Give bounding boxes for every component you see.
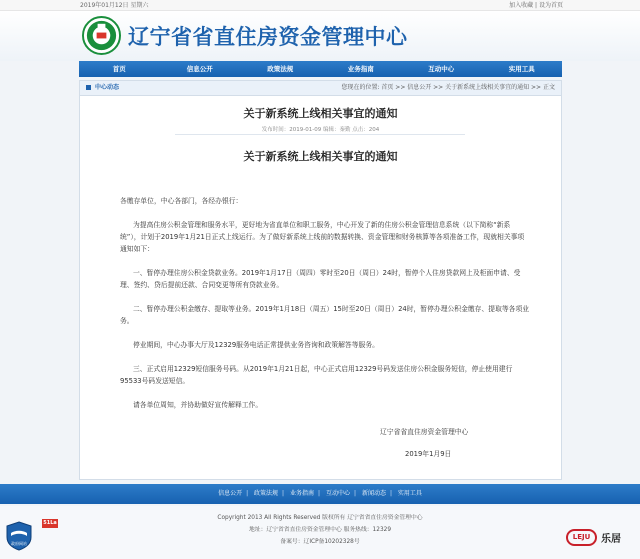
footer-nav: 信息公开 | 政策法规 | 业务指南 | 互动中心 | 新闻动态 | 实用工具 — [0, 484, 640, 504]
gov-site-badge-icon[interactable] — [6, 521, 32, 551]
greeting: 各缴存单位，中心各部门，各经办银行： — [120, 197, 243, 205]
leju-logo[interactable] — [566, 528, 626, 548]
site-footer — [0, 506, 640, 559]
meta-divider — [175, 134, 465, 135]
paragraph-4: 停业期间，中心办事大厅及12329服务电话正常提供业务咨询和政策解答等服务。 — [133, 341, 379, 349]
footer-nav-news[interactable]: 新闻动态 — [361, 490, 386, 497]
nav-policy[interactable]: 政策法规 — [267, 65, 294, 73]
footer-copyright: Copyright 2013 All Rights Reserved 版权所有 辽宁省省直住房资金管理中心 — [217, 515, 423, 521]
leju-logo-text: 乐居 — [601, 534, 621, 545]
nav-home[interactable]: 首页 — [112, 65, 126, 73]
footer-icp[interactable]: 备案号：辽ICP备10202328号 — [280, 539, 360, 545]
nav-business-guide[interactable]: 业务指南 — [347, 65, 374, 73]
stats-badge[interactable]: 51La — [43, 520, 57, 526]
site-header — [0, 11, 640, 61]
article-subtitle: 关于新系统上线相关事宜的通知 — [243, 150, 398, 163]
page-title: 关于新系统上线相关事宜的通知 — [243, 107, 398, 120]
site-title: 辽宁省省直住房资金管理中心 — [128, 25, 408, 49]
paragraph-6: 请各单位周知，并协助做好宣传解释工作。 — [133, 401, 263, 409]
footer-nav-guide[interactable]: 业务指南 — [290, 490, 315, 497]
top-links — [509, 0, 563, 11]
top-links-separator: | — [533, 2, 539, 9]
nav-info-disclosure[interactable]: 信息公开 — [186, 65, 213, 73]
add-favorite-link[interactable]: 加入收藏 — [509, 2, 534, 9]
footer-nav-info[interactable]: 信息公开 — [218, 490, 243, 497]
nav-interaction[interactable]: 互动中心 — [428, 65, 455, 73]
article-container — [79, 80, 562, 480]
gov-badge-label: 政府网站 — [11, 541, 27, 546]
footer-nav-policy[interactable]: 政策法规 — [254, 490, 279, 497]
leju-logo-icon: LEJU — [566, 529, 597, 546]
article-meta: 发布时间：2019-01-09 编辑：秦勤 点击：204 — [261, 127, 380, 133]
section-marker-icon — [86, 85, 91, 90]
main-nav — [79, 61, 562, 77]
top-bar — [0, 0, 640, 11]
set-homepage-link[interactable]: 设为首页 — [538, 2, 563, 9]
paragraph-5: 三、正式启用12329短信服务号码。从2019年1月21日起，中心正式启用12329号码发送住房公积金服务短信，停止使用建行95533号码发送短信。 — [120, 365, 513, 385]
site-logo-icon[interactable] — [82, 16, 121, 55]
paragraph-3: 二、暂停办理公积金缴存、提取等业务。2019年1月18日（周五）15时至20日（周日）24时，暂停办理公积金缴存、提取等各项业务。 — [120, 305, 530, 325]
signature-org: 辽宁省省直住房资金管理中心 — [380, 428, 469, 436]
section-label — [86, 81, 119, 95]
paragraph-2: 一、暂停办理住房公积金贷款业务。2019年1月17日（周四）零时至20日（周日）24时，暂停个人住房贷款网上及柜面申请、受理、签约、贷后提前还款、合同变更等所有贷款业务。 — [120, 269, 521, 289]
breadcrumb-bar — [80, 81, 561, 96]
footer-nav-interaction[interactable]: 互动中心 — [325, 490, 350, 497]
footer-nav-tools[interactable]: 实用工具 — [397, 490, 422, 497]
footer-address: 地址：辽宁省省直住房资金管理中心 服务热线：12329 — [248, 527, 392, 533]
date-text: 2019年01月12日 星期六 — [80, 2, 149, 9]
nav-tools[interactable]: 实用工具 — [508, 65, 535, 73]
breadcrumb[interactable]: 您现在的位置: 首页 >> 信息公开 >> 关于新系统上线相关事宜的通知 >> 正文 — [341, 84, 555, 91]
article-body — [120, 195, 530, 423]
signature-date: 2019年1月9日 — [405, 450, 452, 458]
paragraph-1: 为提高住房公积金管理和服务水平，更好地为省直单位和职工服务，中心开发了新的住房公积金管理信息系统（以下简称“新系统”），计划于2019年1月21日正式上线运行。为了做好新系统上线前的数据转换、资金管理和财务核算等各项准备工作，现就相关事项通知如下： — [120, 221, 525, 253]
section-label-text: 中心动态 — [95, 84, 120, 91]
